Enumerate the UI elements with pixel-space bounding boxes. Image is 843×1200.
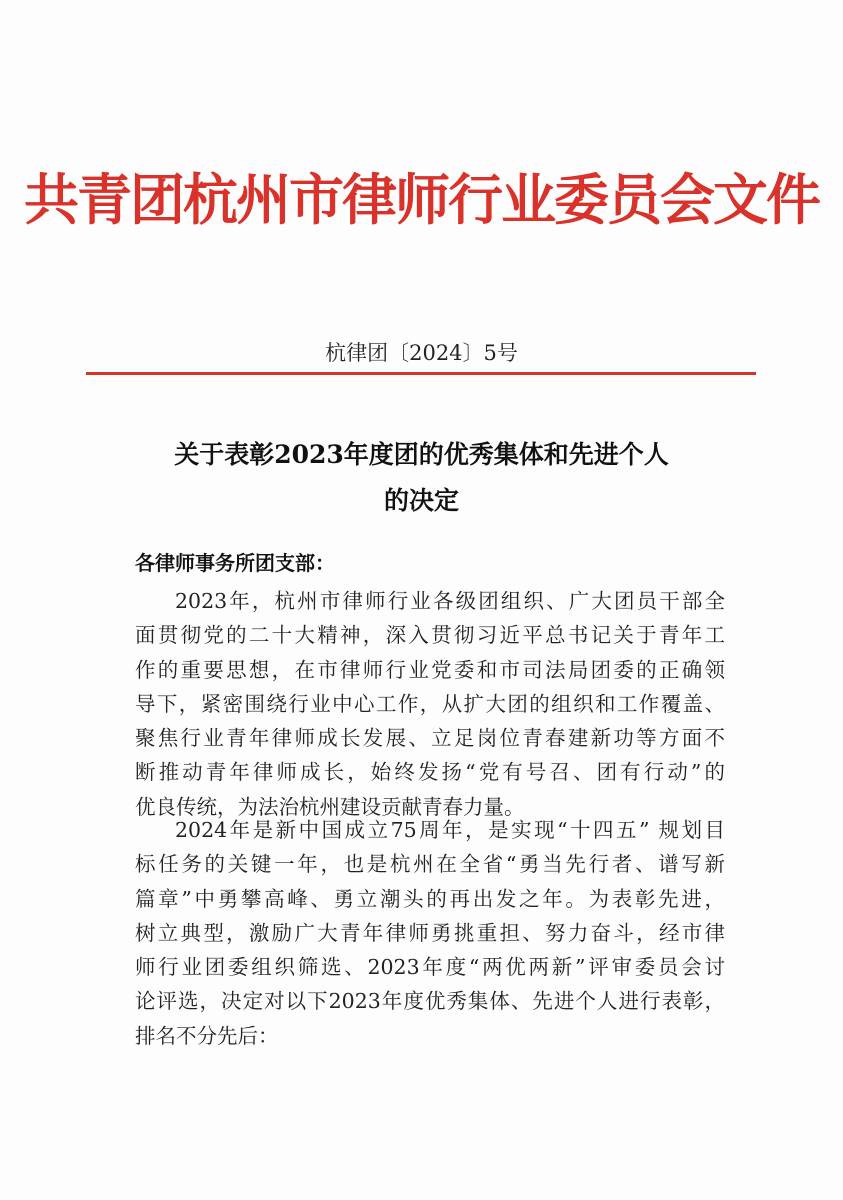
paragraph-line: 断推动青年律师成长，始终发扬“党有号召、团有行动”的 <box>135 760 725 785</box>
paragraph-line: 树立典型，激励广大青年律师勇挑重担、努力奋斗，经市律 <box>135 920 725 945</box>
paragraph-line: 聚焦行业青年律师成长发展、立足岗位青春建新功等方面不 <box>135 726 725 751</box>
paragraph-line: 导下，紧密围绕行业中心工作，从扩大团的组织和工作覆盖、 <box>135 691 725 716</box>
paragraph-1 <box>135 584 725 824</box>
addressee: 各律师事务所团支部： <box>135 551 335 575</box>
paragraph-line: 论评选，决定对以下2023年度优秀集体、先进个人进行表彰， <box>135 989 725 1014</box>
paragraph-line: 2023年，杭州市律师行业各级团组织、广大团员干部全 <box>175 589 725 613</box>
paragraph-line: 2024年是新中国成立75周年，是实现“十四五” 规划目 <box>175 818 725 842</box>
paragraph-line: 篇章”中勇攀高峰、勇立潮头的再出发之年。为表彰先进， <box>135 886 725 911</box>
paragraph-line: 排名不分先后： <box>135 1023 279 1048</box>
paragraph-2 <box>135 813 725 1053</box>
paragraph-line: 作的重要思想，在市律师行业党委和市司法局团委的正确领 <box>135 657 725 682</box>
document-header-title: 共青团杭州市律师行业委员会文件 <box>23 167 819 232</box>
paragraph-line: 面贯彻党的二十大精神，深入贯彻习近平总书记关于青年工 <box>135 623 725 648</box>
document-number: 杭律团〔2024〕5号 <box>325 341 518 365</box>
document-title <box>0 432 843 524</box>
document-title-line-2: 的决定 <box>383 486 459 515</box>
red-divider-line <box>86 372 756 375</box>
paragraph-line: 师行业团委组织筛选、2023年度“两优两新”评审委员会讨 <box>135 955 725 980</box>
document-title-line-1: 关于表彰2023年度团的优秀集体和先进个人 <box>174 440 669 469</box>
paragraph-line: 优良传统，为法治杭州建设贡献青春力量。 <box>135 794 525 819</box>
paragraph-line: 标任务的关键一年，也是杭州在全省“勇当先行者、谱写新 <box>135 852 725 877</box>
